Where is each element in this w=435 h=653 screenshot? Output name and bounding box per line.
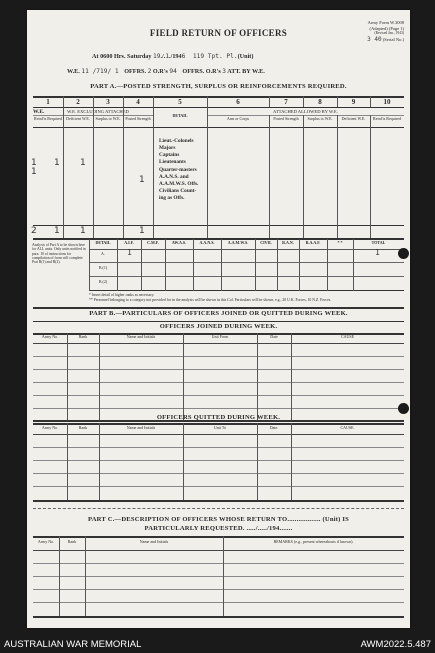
joined-h-unit-from: Unit From [211,334,229,339]
header-reinf-required: Reinf'ts Required [34,116,62,121]
ors-label: O.R's [152,68,168,75]
analysis-h-raaf: R.A.A.F. [305,240,321,245]
joined-h-army-no: Army No. [41,334,59,339]
date-unit-line: At 0600 Hrs. Saturday 19./.1./1946 119 Tpt. Pl.(Unit) [92,53,254,60]
partc-h-army-no: Army No. [37,539,55,544]
ors-value: 94 [169,68,177,75]
quitted-h-date: Date. [269,425,279,430]
analysis-h-aamws: A.A.M.W.S. [227,240,249,245]
quitted-h-name: Name and Initials [126,425,156,430]
header-arm-corps: Arm or Corps [226,116,250,121]
header-att-deficient: Deficient W.E. [341,116,366,121]
col-number: 7 [284,98,288,106]
analysis-h-aans: A.A.N.S. [199,240,215,245]
detail-item: Majors [159,145,176,152]
hand-deficient: 1 [54,158,60,168]
quitted-title: OFFICERS QUITTED DURING WEEK. [156,414,281,421]
part-b-title: PART B.—PARTICULARS OF OFFICERS JOINED OR QUITTED DURING WEEK. [89,310,348,317]
col-number: 4 [136,98,140,106]
analysis-note: Analysis of Part A to be shown here for ALL units. Only units notified in para. 10 of instructions for compilation of form will complete Part B(1) and B(2). [32,243,86,264]
part-a-title: PART A.—POSTED STRENGTH, SURPLUS OR REINFORCEMENTS REQUIRED. [90,83,347,90]
analysis-h-other: * * [337,240,343,245]
partc-h-rank: Rank [67,539,77,544]
we-row-label: W.E. [33,109,45,115]
serial-hand: 3 40 [367,35,382,43]
total-reinf: 2 [31,226,37,236]
date-label: At 0600 Hrs. Saturday [92,53,152,60]
we-line [67,68,265,75]
form-title: FIELD RETURN OF OFFICERS [149,28,288,38]
offrs-att-label: OFFRS. [182,68,205,75]
we-label: W.E. [67,68,80,75]
partc-h-name: Name and Initials [139,539,169,544]
part-c-subtitle: PARTICULARLY REQUESTED. ...../...../194....... [144,525,293,532]
date-month: 1 [165,53,170,60]
analysis-h-aif: A.I.F. [124,240,134,245]
date-year-prefix: 194 [172,53,182,60]
header-att-posted: Posted Strength [273,116,299,121]
form-ref-line: (Adapted) (Page 1) [369,25,404,31]
total-posted: 1 [139,226,145,236]
punch-hole [398,403,409,414]
detail-item: Captains [159,152,180,159]
ors-att-label: O.R's [205,68,221,75]
quitted-h-cause: CAUSE. [340,425,355,430]
header-posted-strength: Posted Strength [125,116,151,121]
analysis-footnote-1: * Insert detail of higher ranks as necessary. [89,293,155,297]
col-number: 8 [318,98,322,106]
joined-h-rank: Rank [78,334,88,339]
unit-name: 119 Tpt. Pl. [192,53,238,60]
joined-h-cause: CAUSE [340,334,355,339]
hand-reinf-2: 1 [31,167,37,177]
analysis-footnote-2: ** Personnel belonging to a category not provided for in the analysis will be shown in this Col. Particulars will be shown, e.g., 20 U.K. Forces, 10 N.Z. Forces. [89,298,332,302]
analysis-h-ran: R.A.N. [282,240,294,245]
we-excluding-header: W.E. EXCLUDING ATTACHED [67,109,129,114]
col-number: 6 [236,98,240,106]
col-number: 10 [383,98,391,106]
hand-surplus: 1 [80,158,86,168]
ors-att-value: 3 [222,68,227,75]
quitted-h-unit-to: Unit To [213,425,227,430]
detail-list [159,138,198,202]
attached-allowed-header: ATTACHED ALLOWED BY W.E. [273,109,338,114]
joined-h-date: Date [270,334,278,339]
col-number: 1 [46,98,50,106]
analysis-row-a: A. [101,251,105,256]
header-att-surplus: Surplus to W.E. [307,116,333,121]
header-att-reinf: Reinf'ts Required [373,116,401,121]
serial-label: (Serial No.) [382,36,404,42]
form-ref-line: Army Form W.3008 [367,20,404,25]
att-label: ATT. BY W.E. [227,68,265,75]
date-year: 6 [181,53,186,60]
analysis-h-detail: DETAIL [95,240,111,245]
detail-item: Quarter-masters [159,166,197,173]
detail-item: Civilians Count- [159,187,197,194]
form-page [27,10,410,628]
offrs-value: 2 [147,68,152,75]
punch-hole [398,248,409,259]
analysis-h-civil: CIVIL [260,240,272,245]
analysis-h-total: TOTAL [371,240,386,245]
header-surplus: Surplus to W.E. [95,116,121,121]
detail-item: A.A.M.W.S. Offs. [159,180,199,187]
detail-item: A.A.N.S. and [159,173,189,180]
quitted-h-rank: Rank [78,425,88,430]
total-surplus: 1 [80,226,86,236]
detail-item: ing as Offs. [159,195,185,202]
col-number: 2 [76,98,80,106]
joined-h-name: Name and Initials [126,334,156,339]
quitted-h-army-no: Army No. [41,425,59,430]
col-number: 9 [351,98,356,106]
analysis-total-value: 1 [375,248,380,257]
header-deficient: Deficient W.E. [66,116,90,121]
hand-reinf-1: 1 [31,158,37,168]
separator [33,508,404,509]
unit-label: (Unit) [237,53,254,60]
analysis-table [89,239,404,291]
analysis-h-cmf: C.M.F. [147,240,159,245]
detail-item: Lieutenants [159,159,186,166]
analysis-row-b1: B.(1) [98,265,108,270]
date-day: 19 [153,53,161,60]
we-number: 11 /719/ 1 [81,68,119,75]
joined-title: OFFICERS JOINED DURING WEEK. [159,323,278,330]
footer-credit: AUSTRALIAN WAR MEMORIAL [4,639,142,650]
partc-h-remarks: REMARKS (e.g., present whereabouts if known). [273,539,354,544]
col-number: 3 [106,98,110,106]
total-deficient: 1 [54,226,60,236]
offrs-label: OFFRS. [124,68,147,75]
col-number: 5 [178,98,182,106]
part-c-title: PART C.—DESCRIPTION OF OFFICERS WHOSE RETURN TO.................. (Unit) IS [87,516,350,523]
footer-accession-number: AWM2022.5.487 [360,639,431,650]
analysis-row-b2: B.(2) [98,279,108,284]
form-ref-line: (Revised Jan., 1943) [374,31,404,36]
header-detail: DETAIL [172,113,188,118]
analysis-aif-value: 1 [127,248,132,257]
detail-item: Lieut.-Colonels [159,138,194,144]
analysis-h-awas: AW.A.S. [171,240,187,245]
hand-posted: 1 [139,175,145,185]
